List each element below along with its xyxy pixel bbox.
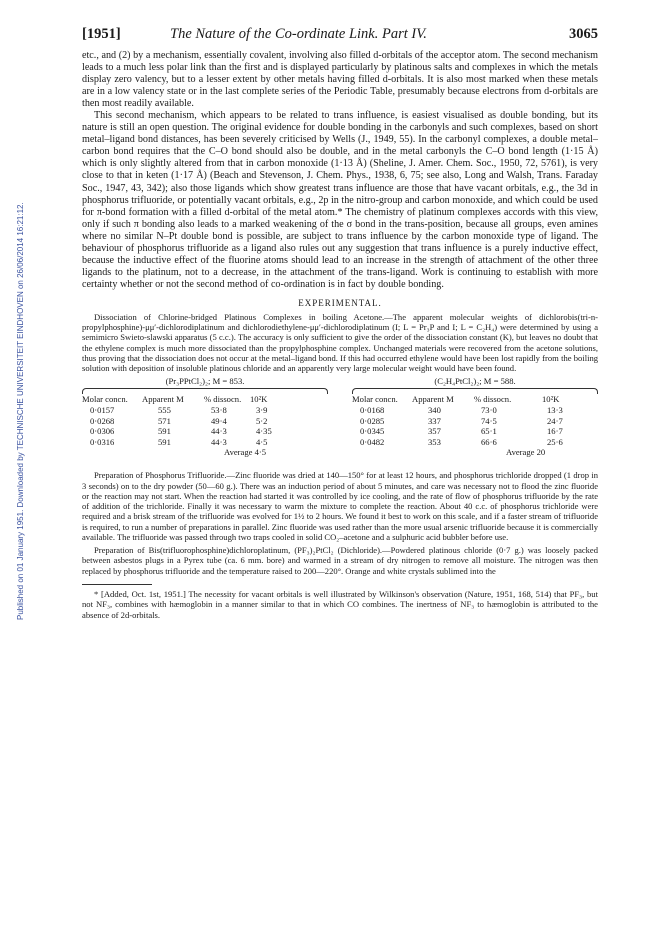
column-header: % dissocn. [204,394,242,405]
table-cell: 0·0316 [90,436,115,447]
prep-paragraph-trifluoride: Preparation of Phosphorus Trifluoride.—Zinc fluoride was dried at 140—150° for at least 12 hours, and phosphorus trichloride dropped (1 drop in 3 seconds) on to the dry powder (50—60 g.). There was an induction period of about 5 minutes, and care was necessary not to flood the zinc fluoride or the reaction may not start. When the reaction had started it was controlled by ice cooling, and the rate of flow of phosphorus trifluoride by the rate of addition of the trichloride. Finally it was necessary to warm the mixture to complete the reaction. About 40 c.c. of phosphorus trichloride were required and a brisk stream of the trifluoride was evolved for 1½ to 2 hours. We found it best to work on this scale, and if a faster stream of trifluoride is required, to run a number of preparations in parallel. Zinc fluoride was used rather than the more usual arsenic trifluoride because it is commercially available. The trifluoride was passed through two traps cooled in solid CO₂–acetone and a sulphuric acid bubbler before use. [82,470,598,542]
table-header-row [352,394,598,405]
table-header-row [82,394,328,405]
footnote-rule [82,584,152,585]
table-cell: 65·1 [481,426,497,437]
table-cell: 74·5 [481,415,497,426]
table-propylphosphine [82,376,328,458]
table-cell: 3·9 [256,405,268,416]
header-title: The Nature of the Co-ordinate Link. Part IV. [170,26,427,42]
footnote [82,589,598,620]
table-cell: 0·0345 [360,426,385,437]
column-header: Apparent M [142,394,184,405]
table-average-row [352,447,598,458]
table-cell: 49·4 [211,415,227,426]
table-cell: 591 [158,436,171,447]
table-row [352,405,598,416]
table-cell: 24·7 [547,415,563,426]
column-header: % dissocn. [474,394,512,405]
table-cell: 353 [428,436,441,447]
table-cell: 337 [428,415,441,426]
table-cell: 591 [158,426,171,437]
table-cell: 0·0306 [90,426,115,437]
table-row [352,416,598,427]
column-header: Molar concn. [352,394,398,405]
table-cell: 0·0168 [360,405,385,416]
table-ethylene [352,376,598,458]
table-cell: 340 [428,405,441,416]
page-number: 3065 [569,26,598,42]
table-caption: (C₂H₄PtCl₂)₂; M = 588. [434,376,516,387]
table-average: Average 20 [506,447,546,458]
body-paragraph: etc., and (2) by a mechanism, essentially covalent, involving also filled d-orbitals of the acceptor atom. The second mechanism leads to a much less polar link than the first and is displayed particularly by platinous salts and complexes in which the metals display zero valency, but to a lesser extent by other metals having filled d-orbitals. It is also most marked when these metals are in a low valency state or in the last complete series of the Periodic Table, presumably because electrons from d-orbitals are then most readily available. [82,50,598,110]
table-cell: 571 [158,415,171,426]
table-row [352,437,598,448]
column-header: 10²K [250,394,268,405]
table-row [82,416,328,427]
table-row [82,405,328,416]
table-cell: 73·0 [481,405,497,416]
table-cell: 0·0285 [360,415,385,426]
column-header: Molar concn. [82,394,128,405]
footnote-text: * [Added, Oct. 1st, 1951.] The necessity for vacant orbitals is well illustrated by Wilkinson's observation (Nature, 1951, 168, 514) that PF₃, but not NF₃, combines with hæmoglobin in a manner similar to that in which CO combines. The inertness of NF₃ to hæmoglobin is attributed to the absence of 2d-orbitals. [82,588,598,620]
table-caption: (Pr₃PPtCl₂)₂; M = 853. [165,376,245,387]
table-average: Average 4·5 [224,447,267,458]
table-cell: 0·0268 [90,415,115,426]
table-cell: 555 [158,405,171,416]
table-cell: 5·2 [256,415,268,426]
dissociation-tables [82,376,598,470]
running-header [82,26,598,50]
body-paragraph: This second mechanism, which appears to be related to trans influence, is easiest visualised as double bonding, but its nature is still an open question. The original evidence for double bonding in the carbonyls and such complexes, based on short metal–ligand bond distances, has been severely criticised by Wells (J., 1949, 55). In the carbonyl complexes, a double metal–carbon bond requires that the C–O bond should also be double, and in the metal carbonyls the C–O bond length (1·15 Å) which is only slightly altered from that in carbon monoxide (1·13 Å) (Sheline, J. Amer. Chem. Soc., 1950, 72, 5761), is very close to that in keten (1·17 Å) (Beach and Stevenson, J. Chem. Phys., 1938, 6, 75; see also, Long and Walsh, Trans. Faraday Soc., 1947, 43, 342); also those ligands which show greatest trans influence are those that have vacant orbitals, e.g., the 3d in phosphorus trifluoride, or potentially vacant orbitals, e.g., 2p in the nitro-group and carbon monoxide, and which could be used for π-bond formation with a filled d-orbital of the metal atom.* The chemistry of platinum complexes accords with this view, only if such π bonding also leads to a marked weakening of the σ bond in the trans-position, because all groups, even amines where no similar N–Pt double bond is possible, are subject to trans influence by the carbon monoxide type of ligand. The behaviour of phosphorus trifluoride as a ligand also rules out any suggestion that trans influence is a purely inductive effect, because the inductive effect of the fluorine atoms should lead to an increase in the strength of attachment of the other three ligands to the platinum, not to a decrease, in the attachment of the trans-ligand. Work is continuing to establish with more certainty whether or not the second method of co-ordination is in fact by double bonding. [82,110,598,290]
table-cell: 4·5 [256,436,268,447]
table-cell: 44·3 [211,436,227,447]
prep-paragraph-dichloride: Preparation of Bis(trifluorophosphine)dichloroplatinum, (PF₃)₂PtCl₂ (Dichloride).—Powdered platinous chloride (0·7 g.) was loosely packed between asbestos plugs in a Pyrex tube (ca. 6 mm. bore) and warmed in a stream of dry nitrogen to remove all moisture. The nitrogen was then replaced by phosphorus trifluoride and the temperature raised to 200—220°. Orange and white crystals sublimed into the [82,545,598,576]
header-year: [1951] [82,26,121,42]
section-heading: EXPERIMENTAL. [298,297,382,308]
preparation-text [82,470,598,576]
journal-page [82,26,598,620]
column-header: 10²K [542,394,560,405]
experimental-text [82,312,598,374]
table-cell: 4·35 [256,426,272,437]
body-text [82,50,598,291]
download-notice: Published on 01 January 1951. Downloaded by TECHNISCHE UNIVERSITEIT EINDHOVEN on 26/06/2014 16:21:12. [16,202,25,620]
table-row [352,426,598,437]
table-cell: 44·3 [211,426,227,437]
table-row [82,437,328,448]
table-cell: 357 [428,426,441,437]
table-cell: 0·0157 [90,405,115,416]
table-row [82,426,328,437]
table-cell: 0·0482 [360,436,385,447]
table-cell: 16·7 [547,426,563,437]
table-cell: 66·6 [481,436,497,447]
download-watermark [4,60,25,620]
column-header: Apparent M [412,394,454,405]
dissociation-paragraph: Dissociation of Chlorine-bridged Platinous Complexes in boiling Acetone.—The apparent molecular weights of dichlorobis(tri-n-propylphosphine)-μμ′-dichlorodiplatinum and dichlorodiethylene-μμ′-dichlorodiplatinum (I; L = Pr₃P and I; L = C₂H₄) were determined by using a semimicro Swieto-slawski apparatus (5 c.c.). The accuracy is only sufficient to give the order of the dissociation constant (K), but leaves no doubt that the ethylene complex is much more dissociated than the propylphosphine complex. Unchanged materials were recovered from the acetone solutions, thus proving that the dissociation does not occur at the metal–ligand bond. If this had occurred ethylene would have been lost rapidly from the boiling solution with deposition of insoluble platinous chloride and an apparently very large molecular weight would have been found. [82,311,598,374]
table-cell: 53·8 [211,405,227,416]
table-cell: 25·6 [547,436,563,447]
table-average-row [82,447,328,458]
table-cell: 13·3 [547,405,563,416]
